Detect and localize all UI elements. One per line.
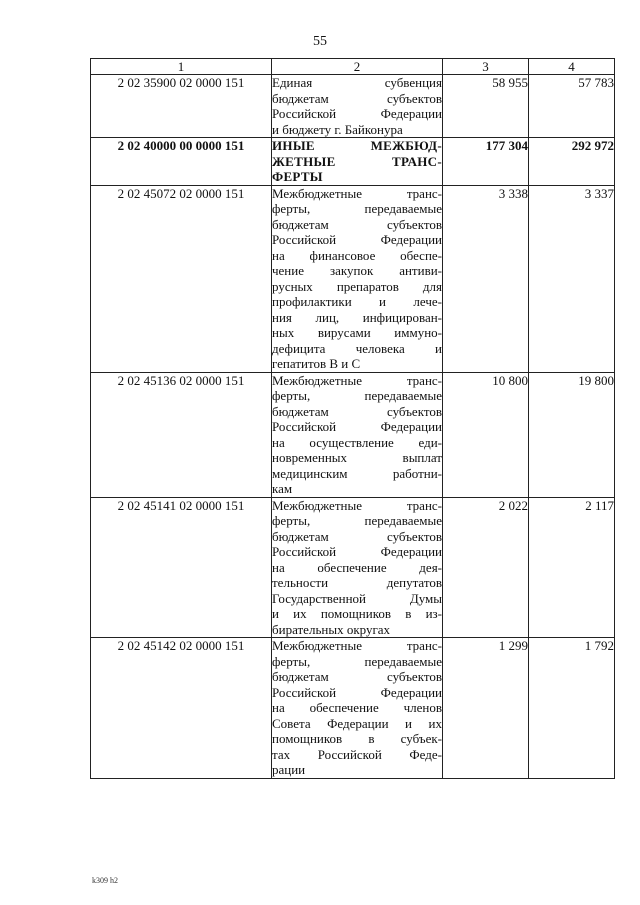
item-name-line: ИНЫЕ МЕЖБЮД- <box>272 138 442 153</box>
table-row <box>91 497 615 638</box>
item-name-line: Межбюджетные транс- <box>272 638 442 653</box>
item-name-line: ферты, передаваемые <box>272 653 442 669</box>
item-name-line: ных вирусами иммуно- <box>272 325 442 340</box>
amount-col3-cell: 10 800 <box>443 372 529 497</box>
column-header: 2 <box>272 59 443 75</box>
item-name-line: профилактики и лече- <box>272 294 442 309</box>
item-name-cell <box>272 75 443 138</box>
budget-code-cell: 2 02 45136 02 0000 151 <box>91 372 272 497</box>
amount-col3-cell: 1 299 <box>443 638 529 779</box>
item-name-line: Российской Федерации <box>272 419 442 434</box>
item-name-line: бюджетам субъектов <box>272 403 442 419</box>
budget-code-cell: 2 02 40000 00 0000 151 <box>91 138 272 186</box>
item-name-line: русных препаратов для <box>272 278 442 294</box>
item-name-line: на обеспечение дея- <box>272 559 442 575</box>
item-name-line: кам <box>272 481 293 496</box>
item-name-line: бюджетам субъектов <box>272 528 442 544</box>
table-row <box>91 372 615 497</box>
item-name-line: Совета Федерации и их <box>272 715 442 731</box>
item-name-line: бюджетам субъектов <box>272 90 442 106</box>
item-name-line: бюджетам субъектов <box>272 216 442 232</box>
amount-col4-cell: 3 337 <box>529 185 615 372</box>
item-name-line: ферты, передаваемые <box>272 513 442 528</box>
footer-code: k309 h2 <box>92 876 118 885</box>
column-header: 3 <box>443 59 529 75</box>
item-name-line: Российской Федерации <box>272 232 442 247</box>
amount-col3-cell: 177 304 <box>443 138 529 186</box>
item-name-cell <box>272 138 443 186</box>
amount-col4-cell: 19 800 <box>529 372 615 497</box>
table-body <box>91 75 615 779</box>
item-name-line: на осуществление еди- <box>272 434 442 450</box>
column-header: 4 <box>529 59 615 75</box>
item-name-line: ЖЕТНЫЕ ТРАНС- <box>272 153 442 169</box>
table-row <box>91 138 615 186</box>
table-row <box>91 185 615 372</box>
item-name-line: тельности депутатов <box>272 575 442 590</box>
amount-col3-cell: 2 022 <box>443 497 529 638</box>
amount-col4-cell: 292 972 <box>529 138 615 186</box>
item-name-line: Межбюджетные транс- <box>272 372 442 388</box>
item-name-cell <box>272 497 443 638</box>
item-name-cell <box>272 185 443 372</box>
budget-table <box>90 58 615 779</box>
budget-code-cell: 2 02 35900 02 0000 151 <box>91 75 272 138</box>
item-name-line: Межбюджетные транс- <box>272 185 442 201</box>
item-name-line: бюджетам субъектов <box>272 669 442 684</box>
item-name-cell <box>272 372 443 497</box>
item-name-line: Единая субвенция <box>272 75 442 90</box>
item-name-line: бирательных округах <box>272 621 391 637</box>
item-name-line: Российской Федерации <box>272 106 442 121</box>
item-name-line: ферты, передаваемые <box>272 201 442 216</box>
amount-col4-cell: 2 117 <box>529 497 615 638</box>
header-row <box>91 59 615 75</box>
table-row <box>91 638 615 779</box>
budget-code-cell: 2 02 45142 02 0000 151 <box>91 638 272 779</box>
item-name-line: Межбюджетные транс- <box>272 497 442 513</box>
item-name-line: на финансовое обеспе- <box>272 247 442 263</box>
item-name-line: Государственной Думы <box>272 590 442 606</box>
column-header: 1 <box>91 59 272 75</box>
amount-col3-cell: 3 338 <box>443 185 529 372</box>
item-name-line: Российской Федерации <box>272 684 442 700</box>
item-name-cell <box>272 638 443 779</box>
item-name-line: медицинским работни- <box>272 465 442 481</box>
item-name-line: и их помощников в из- <box>272 606 442 621</box>
budget-code-cell: 2 02 45141 02 0000 151 <box>91 497 272 638</box>
amount-col3-cell: 58 955 <box>443 75 529 138</box>
table-row <box>91 75 615 138</box>
item-name-line: ФЕРТЫ <box>272 169 323 184</box>
item-name-line: на обеспечение членов <box>272 700 442 715</box>
item-name-line: чение закупок антиви- <box>272 263 442 278</box>
page-number: 55 <box>313 34 327 49</box>
item-name-line: ния лиц, инфицирован- <box>272 309 442 325</box>
item-name-line: гепатитов В и С <box>272 356 361 371</box>
item-name-line: новременных выплат <box>272 450 442 465</box>
item-name-line: ферты, передаваемые <box>272 388 442 403</box>
item-name-line: и бюджету г. Байконура <box>272 121 403 137</box>
item-name-line: рации <box>272 762 306 777</box>
item-name-line: тах Российской Феде- <box>272 746 442 762</box>
item-name-line: помощников в субъек- <box>272 731 442 746</box>
budget-code-cell: 2 02 45072 02 0000 151 <box>91 185 272 372</box>
amount-col4-cell: 57 783 <box>529 75 615 138</box>
item-name-line: дефицита человека и <box>272 340 442 356</box>
item-name-line: Российской Федерации <box>272 544 442 559</box>
amount-col4-cell: 1 792 <box>529 638 615 779</box>
